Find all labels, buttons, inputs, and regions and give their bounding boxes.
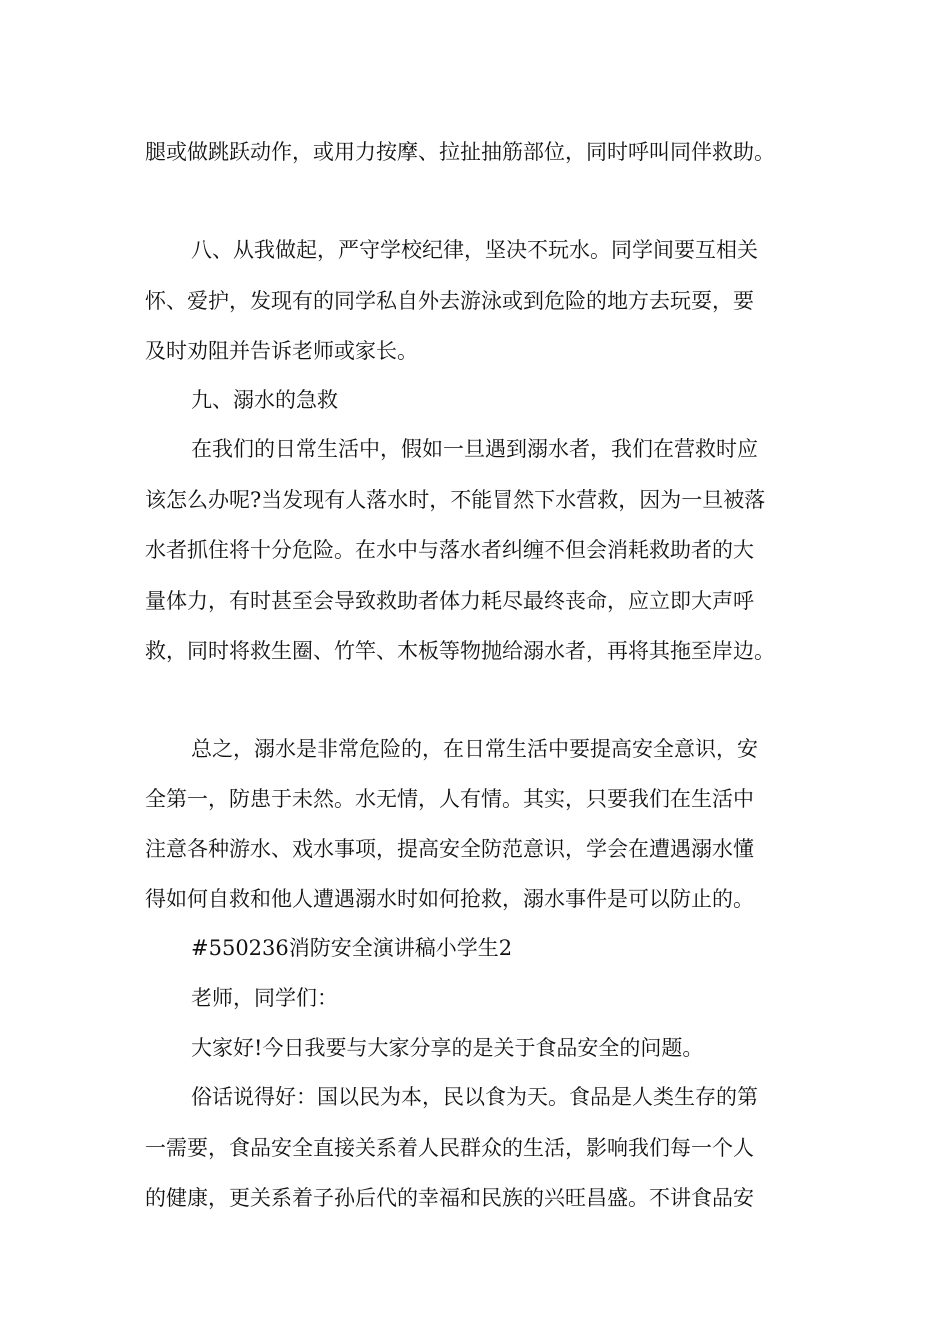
text-line: 八、从我做起，严守学校纪律，坚决不玩水。同学间要互相关 (191, 238, 758, 262)
text-line: 水者抓住将十分危险。在水中与落水者纠缠不但会消耗救助者的大 (145, 538, 754, 562)
text-line: 得如何自救和他人遭遇溺水时如何抢救，溺水事件是可以防止的。 (145, 887, 754, 911)
salutation: 老师，同学们： (191, 986, 338, 1010)
text-line: 全第一，防患于未然。水无情，人有情。其实，只要我们在生活中 (145, 787, 754, 811)
speech-title: #550236消防安全演讲稿小学生2 (191, 936, 513, 960)
text-line: 及时劝阻并告诉老师或家长。 (145, 339, 418, 363)
text-line: 怀、爱护，发现有的同学私自外去游泳或到危险的地方去玩耍，要 (145, 289, 754, 313)
text-line: 该怎么办呢?当发现有人落水时，不能冒然下水营救，因为一旦被落 (145, 488, 766, 512)
text-line: 救，同时将救生圈、竹竿、木板等物抛给溺水者，再将其拖至岸边。 (145, 639, 775, 663)
text-line: 腿或做跳跃动作，或用力按摩、拉扯抽筋部位，同时呼叫同伴救助。 (145, 140, 775, 164)
text-line: 量体力，有时甚至会导致救助者体力耗尽最终丧命，应立即大声呼 (145, 589, 754, 613)
text-line: 大家好!今日我要与大家分享的是关于食品安全的问题。 (191, 1036, 704, 1060)
text-line: 俗话说得好：国以民为本，民以食为天。食品是人类生存的第 (191, 1085, 758, 1109)
text-line: 在我们的日常生活中，假如一旦遇到溺水者，我们在营救时应 (191, 437, 758, 461)
text-line: 总之，溺水是非常危险的，在日常生活中要提高安全意识，安 (191, 737, 758, 761)
section-heading: 九、溺水的急救 (191, 388, 338, 412)
text-line: 的健康，更关系着子孙后代的幸福和民族的兴旺昌盛。不讲食品安 (145, 1186, 754, 1210)
text-line: 一需要，食品安全直接关系着人民群众的生活，影响我们每一个人 (145, 1136, 754, 1160)
text-line: 注意各种游水、戏水事项，提高安全防范意识，学会在遭遇溺水懂 (145, 837, 754, 861)
